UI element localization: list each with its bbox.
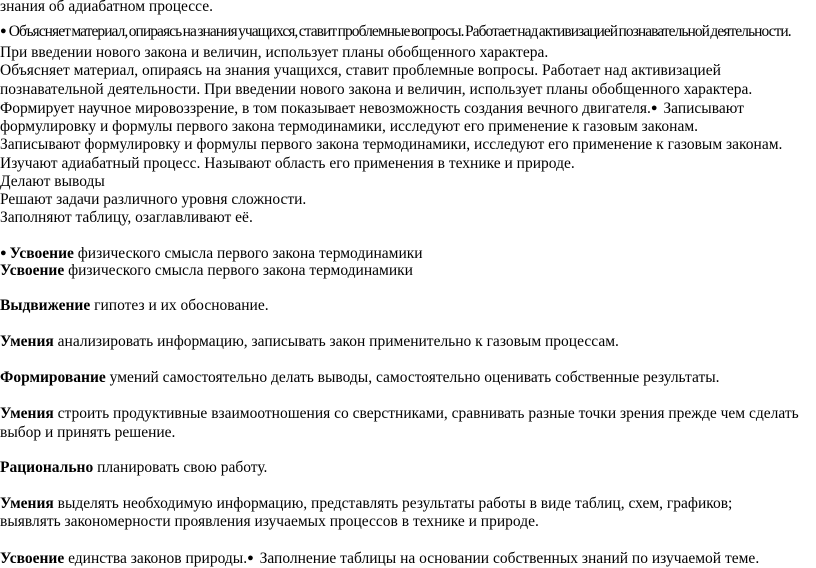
bullet-icon: ● xyxy=(0,247,7,259)
result-item-3-bold: Выдвижение xyxy=(0,297,91,314)
result-item-3 xyxy=(0,297,269,315)
paragraph-3-line-5: Заполняют таблицу, озаглавливают её. xyxy=(0,209,253,226)
result-item-4-bold: Умения xyxy=(0,333,54,350)
result-item-1 xyxy=(0,244,423,263)
paragraph-2-line-3 xyxy=(0,99,744,118)
result-item-7 xyxy=(0,459,267,477)
paragraph-2-line-4: формулировку и формулы первого закона термодинамики, исследуют его применение к газовым законам. xyxy=(0,118,699,135)
bullet-item-condensed xyxy=(0,22,791,41)
paragraph-3-line-4: Решают задачи различного уровня сложности. xyxy=(0,191,307,208)
bullet-icon: ● xyxy=(0,25,6,37)
paragraph-3-line-3: Делают выводы xyxy=(0,173,105,190)
result-item-6-text: строить продуктивные взаимоотношения со сверстниками, сравнивать разные точки зрения прежде чем сделать xyxy=(53,405,799,422)
paragraph-2-line-1: Объясняет материал, опираясь на знания учащихся, ставит проблемные вопросы. Работает над активизацией xyxy=(0,62,721,79)
result-item-5-text: умений самостоятельно делать выводы, самостоятельно оценивать собственные результаты. xyxy=(105,369,720,386)
result-item-5-bold: Формирование xyxy=(0,369,106,386)
result-item-1-bold: Усвоение xyxy=(9,245,74,262)
result-item-8-text: выделять необходимую информацию, представлять результаты работы в виде таблиц, схем, графиков; xyxy=(53,495,733,512)
result-item-8-line-2: выявлять закономерности проявления изучаемых процессов в технике и природе. xyxy=(0,513,539,530)
result-item-9-bold: Усвоение xyxy=(0,550,65,567)
result-item-1-text: физического смысла первого закона термодинамики xyxy=(73,245,423,262)
result-item-2 xyxy=(0,262,413,280)
result-item-5 xyxy=(0,369,720,387)
paragraph-3-line-1: Записывают формулировку и формулы первого закона термодинамики, исследуют его применение к газовым законам. xyxy=(0,136,783,153)
result-item-8-line-1 xyxy=(0,495,732,513)
bullet-icon: ● xyxy=(247,552,254,564)
result-item-9 xyxy=(0,549,759,568)
result-item-6-line-1 xyxy=(0,405,799,423)
bullet-condensed-text: Объясняет материал, опираясь на знания учащихся, ставит проблемные вопросы. Работает над активизацией познавательной деятельности. xyxy=(8,23,791,40)
result-item-4 xyxy=(0,333,619,351)
paragraph-2-line-3-text-b: Записывают xyxy=(659,100,744,117)
paragraph-2-line-3-text-a: Формирует научное мировоззрение, в том показывает невозможность создания вечного двигателя. xyxy=(0,100,651,117)
paragraph-1-line-1: При введении нового закона и величин, использует планы обобщенного характера. xyxy=(0,44,549,61)
result-item-4-text: анализировать информацию, записывать закон применительно к газовым процессам. xyxy=(53,333,619,350)
text-line-top: знания об адиабатном процессе. xyxy=(0,0,213,15)
result-item-9-text-b: Заполнение таблицы на основании собственных знаний по изучаемой теме. xyxy=(255,550,760,567)
bullet-icon: ● xyxy=(650,102,658,114)
result-item-7-text: планировать свою работу. xyxy=(93,459,268,476)
result-item-3-text: гипотез и их обоснование. xyxy=(90,297,269,314)
result-item-2-bold: Усвоение xyxy=(0,262,65,279)
result-item-6-bold: Умения xyxy=(0,405,54,422)
result-item-6-line-2: выбор и принять решение. xyxy=(0,424,176,441)
result-item-9-text-a: единства законов природы. xyxy=(64,550,248,567)
result-item-2-text: физического смысла первого закона термодинамики xyxy=(64,262,413,279)
result-item-8-bold: Умения xyxy=(0,495,54,512)
paragraph-2-line-2: познавательной деятельности. При введении нового закона и величин, использует планы обобщенного характера. xyxy=(0,81,753,98)
paragraph-3-line-2: Изучают адиабатный процесс. Называют область его применения в технике и природе. xyxy=(0,155,575,172)
result-item-7-bold: Рационально xyxy=(0,459,94,476)
